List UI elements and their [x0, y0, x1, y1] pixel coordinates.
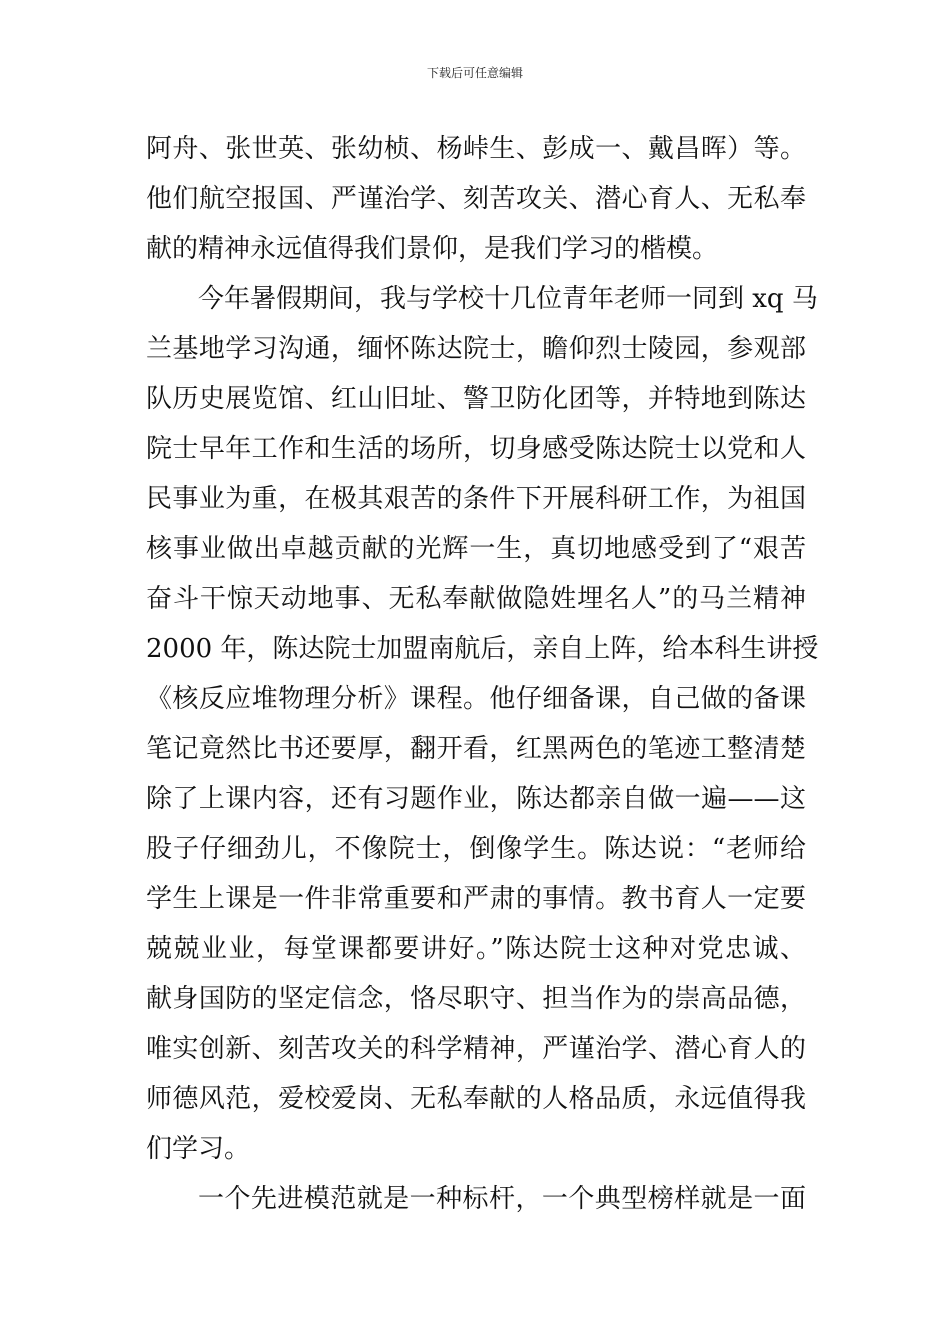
text-line: 唯实创新、刻苦攻关的科学精神，严谨治学、潜心育人的 [146, 1034, 806, 1064]
paragraph-first-line: 今年暑假期间，我与学校十几位青年老师一同到 xq 马 [198, 284, 818, 314]
document-body [146, 124, 819, 1224]
text-line: 民事业为重，在极其艰苦的条件下开展科研工作，为祖国 [146, 484, 806, 514]
text-line: 核事业做出卓越贡献的光辉一生，真切地感受到了“艰苦 [146, 534, 806, 564]
text-line: 笔记竟然比书还要厚，翻开看，红黑两色的笔迹工整清楚 [146, 734, 806, 764]
text-line: 除了上课内容，还有习题作业，陈达都亲自做一遍——这 [146, 784, 806, 814]
page-header-note: 下载后可任意编辑 [426, 66, 523, 80]
text-line: 学生上课是一件非常重要和严肃的事情。教书育人一定要 [146, 884, 806, 914]
text-line: 2000 年，陈达院士加盟南航后，亲自上阵，给本科生讲授 [146, 634, 819, 664]
text-line: 股子仔细劲儿，不像院士，倒像学生。陈达说：“老师给 [146, 834, 806, 864]
paragraph-first-line: 一个先进模范就是一种标杆，一个典型榜样就是一面 [198, 1184, 806, 1214]
text-line: 《核反应堆物理分析》课程。他仔细备课，自己做的备课 [146, 684, 806, 714]
text-line: 们学习。 [146, 1134, 251, 1164]
text-line: 队历史展览馆、红山旧址、警卫防化团等，并特地到陈达 [146, 384, 806, 414]
text-line: 他们航空报国、严谨治学、刻苦攻关、潜心育人、无私奉 [146, 184, 806, 214]
text-line: 师德风范，爱校爱岗、无私奉献的人格品质，永远值得我 [146, 1084, 806, 1114]
text-line: 献身国防的坚定信念，恪尽职守、担当作为的崇高品德， [146, 984, 806, 1014]
text-line: 兢兢业业，每堂课都要讲好。”陈达院士这种对党忠诚、 [146, 934, 806, 964]
text-line: 奋斗干惊天动地事、无私奉献做隐姓埋名人”的马兰精神 [146, 584, 806, 614]
text-line: 院士早年工作和生活的场所，切身感受陈达院士以党和人 [146, 434, 806, 464]
text-line: 献的精神永远值得我们景仰，是我们学习的楷模。 [146, 234, 719, 264]
text-line: 兰基地学习沟通，缅怀陈达院士，瞻仰烈士陵园，参观部 [146, 334, 806, 364]
text-line: 阿舟、张世英、张幼桢、杨峠生、彭成一、戴昌晖）等。 [146, 134, 806, 164]
